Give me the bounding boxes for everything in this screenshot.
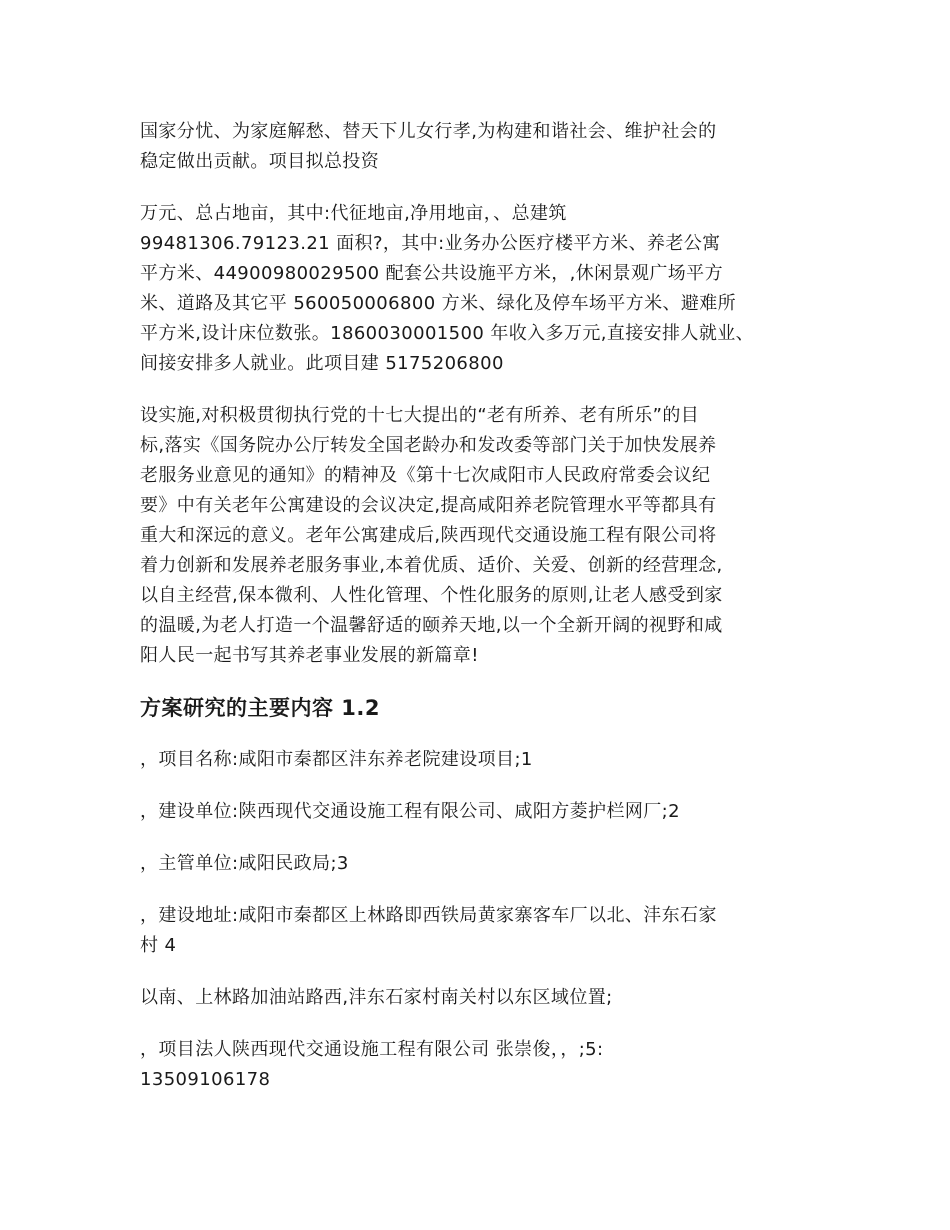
list-item-construction-unit: [140, 797, 830, 827]
text-line: 稳定做出贡献。项目拟总投资: [140, 151, 380, 172]
list-item-construction-site: [140, 901, 830, 961]
paragraph-intro: [140, 117, 830, 177]
text-line: 平方米,设计床位数张。1860030001500 年收入多万元,直接安排人就业、: [140, 323, 755, 344]
paragraph-significance: [140, 401, 830, 671]
text-line: 万元、总占地亩，其中:代征地亩,净用地亩，、总建筑: [140, 203, 567, 224]
text-line: 设实施,对积极贯彻执行党的十七大提出的“老有所养、老有所乐”的目: [140, 405, 700, 426]
text-line: 村 4: [140, 935, 177, 956]
text-line: 国家分忧、为家庭解愁、替天下儿女行孝,为构建和谐社会、维护社会的: [140, 121, 717, 142]
text-line: 老服务业意见的通知》的精神及《第十七次咸阳市人民政府常委会议纪: [140, 465, 711, 486]
text-line: 重大和深远的意义。老年公寓建成后,陕西现代交通设施工程有限公司将: [140, 525, 717, 546]
document-page: [140, 117, 830, 1117]
text-line: 着力创新和发展养老服务事业,本着优质、适价、关爱、创新的经营理念,: [140, 555, 723, 576]
list-item-project-name: [140, 745, 830, 775]
text-line: 以自主经营,保本微利、人性化管理、个性化服务的原则,让老人感受到家: [140, 585, 723, 606]
section-heading: 方案研究的主要内容 1.2: [140, 696, 381, 720]
list-item-site-continued: [140, 983, 830, 1013]
text-line: 的温暖,为老人打造一个温馨舒适的颐养天地,以一个全新开阔的视野和咸: [140, 615, 723, 636]
text-line: ，主管单位:咸阳民政局;3: [140, 853, 349, 874]
text-line: 间接安排多人就业。此项目建 5175206800: [140, 353, 504, 374]
list-item-supervising-unit: [140, 849, 830, 879]
text-line: ，建设地址:咸阳市秦都区上林路即西铁局黄家寨客车厂以北、沣东石家: [140, 905, 717, 926]
text-line: ，项目法人陕西现代交通设施工程有限公司 张崇俊，，;5:: [140, 1039, 604, 1060]
text-line: 平方米、44900980029500 配套公共设施平方米，,休闲景观广场平方: [140, 263, 723, 284]
text-line: ，项目名称:咸阳市秦都区沣东养老院建设项目;1: [140, 749, 533, 770]
text-line: 以南、上林路加油站路西,沣东石家村南关村以东区域位置;: [140, 987, 613, 1008]
text-line: 13509106178: [140, 1069, 271, 1090]
paragraph-investment: [140, 199, 830, 379]
text-line: 99481306.79123.21 面积?，其中:业务办公医疗楼平方米、养老公寓: [140, 233, 721, 254]
text-line: 米、道路及其它平 560050006800 方米、绿化及停车场平方米、避难所: [140, 293, 737, 314]
list-item-legal-person: [140, 1035, 830, 1095]
text-line: 标,落实《国务院办公厅转发全国老龄办和发改委等部门关于加快发展养: [140, 435, 717, 456]
text-line: 要》中有关老年公寓建设的会议决定,提高咸阳养老院管理水平等都具有: [140, 495, 717, 516]
text-line: 阳人民一起书写其养老事业发展的新篇章!: [140, 645, 479, 666]
text-line: ，建设单位:陕西现代交通设施工程有限公司、咸阳方菱护栏网厂;2: [140, 801, 680, 822]
